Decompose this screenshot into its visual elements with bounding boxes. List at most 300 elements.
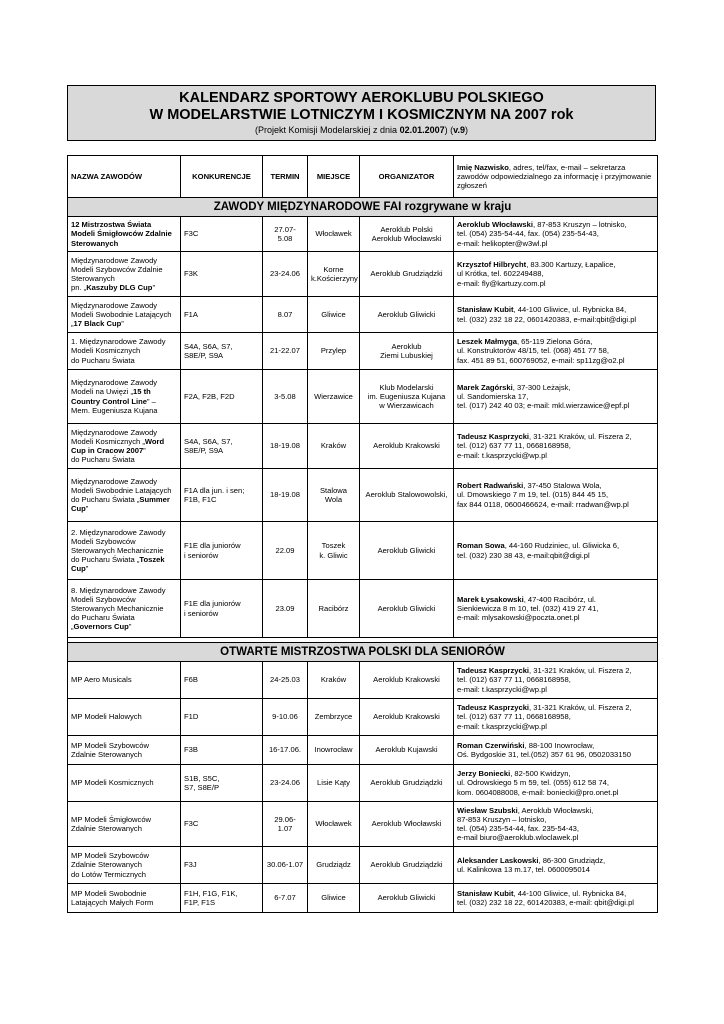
contact bbox=[454, 522, 658, 580]
competitions bbox=[181, 297, 263, 333]
name-pn-pre: pn. „ bbox=[71, 283, 87, 293]
contact-text: , 37-450 Stalowa Wola, bbox=[523, 481, 602, 491]
event-date bbox=[263, 252, 308, 297]
cell-line: Aeroklub Grudziądzki bbox=[370, 269, 443, 279]
event-date bbox=[263, 370, 308, 424]
cell-line: Gliwice bbox=[321, 893, 346, 903]
subtitle-mid: ) ( bbox=[444, 125, 454, 135]
cell-text: Cup bbox=[71, 564, 86, 574]
event-date bbox=[263, 297, 308, 333]
contact-text: , 37-300 Leżajsk, bbox=[512, 382, 571, 392]
contact-text: , 82-500 Kwidzyn, bbox=[510, 769, 571, 779]
competitions bbox=[181, 424, 263, 469]
contact-name: Tadeusz Kasprzycki bbox=[457, 432, 530, 442]
competitions bbox=[181, 252, 263, 297]
event-name bbox=[68, 333, 181, 370]
contact-text: , 44-100 Gliwice, ul. Rybnicka 84, bbox=[513, 305, 627, 315]
contact-name: Jerzy Boniecki bbox=[457, 769, 511, 779]
subtitle-version: v.9 bbox=[453, 125, 465, 135]
cell-line: F3J bbox=[184, 860, 197, 870]
cell-line: Korne bbox=[323, 264, 344, 274]
header-row bbox=[68, 156, 658, 198]
cell-line: Gliwice bbox=[321, 309, 346, 319]
contact-text: tel. (032) 230 38 43, e-mail:qbit@digi.pl bbox=[457, 550, 590, 560]
cell-line: Włocławek bbox=[315, 819, 352, 829]
event-place bbox=[308, 469, 360, 522]
cell-line: F1A dla jun. i sen; bbox=[184, 485, 245, 495]
cell-line: Modeli Śmigłowców Zdalnie bbox=[71, 229, 172, 239]
event-name bbox=[68, 802, 181, 847]
contact-text: tel. (032) 232 18 22, 601420383, e-mail: qbit@digi.pl bbox=[457, 898, 634, 907]
contact-text: , 65-119 Zielona Góra, bbox=[516, 337, 593, 347]
event-place bbox=[308, 217, 360, 252]
cell-line: do Lotów Termicznych bbox=[71, 869, 146, 879]
contact-name: Marek Łysakowski bbox=[457, 594, 524, 604]
cell-line: Aeroklub Grudziądzki bbox=[370, 860, 443, 870]
col-header-place: MIEJSCE bbox=[308, 156, 360, 198]
contact-text: ul. Sandomierska 17, bbox=[457, 391, 529, 401]
event-place bbox=[308, 297, 360, 333]
event-name bbox=[68, 469, 181, 522]
cell-line: Kraków bbox=[320, 441, 347, 451]
cell-line: 23-24.06 bbox=[270, 778, 300, 788]
organizer bbox=[360, 217, 454, 252]
event-place bbox=[308, 847, 360, 884]
cell-text: ” bbox=[143, 446, 146, 455]
contact bbox=[454, 765, 658, 802]
contact-name: Stanisław Kubit bbox=[457, 888, 514, 898]
cell-line: Zdalnie Sterowanych bbox=[71, 860, 142, 870]
cell-text: Word bbox=[144, 436, 165, 446]
contact bbox=[454, 252, 658, 297]
table-row bbox=[68, 217, 658, 252]
cell-line: 24-25.03 bbox=[270, 675, 300, 685]
contact-text: tel. (012) 637 77 11, 0668168958, bbox=[457, 675, 571, 685]
cell-text: ” bbox=[85, 564, 89, 574]
cell-text: Cup in Cracow 2007 bbox=[71, 446, 144, 455]
contact-name: Leszek Małmyga bbox=[457, 337, 517, 347]
cell-line: F2A, F2B, F2D bbox=[184, 391, 235, 401]
contact-text: tel. (054) 235-54-44, fax. (054) 235-54-43, bbox=[457, 229, 599, 239]
cell-text: Modeli Kosmicznych „ bbox=[71, 436, 145, 446]
cell-line: Aeroklub Włocławski bbox=[371, 819, 442, 829]
cell-line: Zdalnie Sterowanych bbox=[71, 750, 142, 759]
cell-line: Latających Małych Form bbox=[71, 898, 154, 907]
contact bbox=[454, 736, 658, 765]
table-row bbox=[68, 522, 658, 580]
event-date bbox=[263, 802, 308, 847]
competitions bbox=[181, 469, 263, 522]
cell-line: Ziemi Lubuskiej bbox=[380, 351, 433, 360]
contact bbox=[454, 297, 658, 333]
event-date bbox=[263, 847, 308, 884]
event-name bbox=[68, 765, 181, 802]
table-row bbox=[68, 699, 658, 736]
cell-line: i seniorów bbox=[184, 550, 219, 560]
cell-line: Grudziądz bbox=[316, 860, 351, 870]
cell-line: Przylep bbox=[320, 346, 347, 356]
cell-line: do Pucharu Świata bbox=[71, 355, 135, 365]
contact-text: , 87-853 Kruszyn – lotnisko, bbox=[532, 220, 627, 230]
cell-line: Aeroklub Krakowski bbox=[373, 441, 440, 451]
contact-text: fax. 451 89 51, 600769052, e-mail: sp11zg@o2.pl bbox=[457, 355, 625, 365]
cell-line: 22.09 bbox=[275, 545, 295, 555]
cell-line: Modeli Szybowców Zdalnie bbox=[71, 264, 163, 274]
table-row bbox=[68, 424, 658, 469]
cell-line: MP Modeli Kosmicznych bbox=[71, 778, 154, 788]
organizer bbox=[360, 522, 454, 580]
cell-line: Aeroklub Gliwicki bbox=[377, 545, 436, 555]
event-date bbox=[263, 522, 308, 580]
organizer bbox=[360, 765, 454, 802]
contact-text: e-mail: t.kasprzycki@wp.pl bbox=[457, 684, 547, 694]
contact bbox=[454, 802, 658, 847]
cell-line: S1B, S5C, bbox=[184, 773, 220, 783]
cell-line: Zdalnie Sterowanych bbox=[71, 824, 142, 833]
event-place bbox=[308, 580, 360, 638]
contact bbox=[454, 699, 658, 736]
event-name bbox=[68, 252, 181, 297]
cell-line: Międzynarodowe Zawody bbox=[71, 255, 158, 265]
event-date bbox=[263, 884, 308, 913]
event-place bbox=[308, 802, 360, 847]
subtitle-date: 02.01.2007 bbox=[399, 125, 445, 135]
cell-line: 12 Mistrzostwa Świata bbox=[71, 220, 152, 230]
table-row bbox=[68, 469, 658, 522]
cell-text: „ bbox=[71, 622, 74, 632]
table-row bbox=[68, 802, 658, 847]
table-row bbox=[68, 884, 658, 913]
event-name bbox=[68, 884, 181, 913]
cell-line: 23.09 bbox=[275, 603, 295, 613]
cell-line: 1.07 bbox=[277, 824, 293, 833]
event-place bbox=[308, 884, 360, 913]
event-name bbox=[68, 370, 181, 424]
contact-text: e-mail biuro@aeroklub.wloclawek.pl bbox=[457, 833, 579, 843]
table-row bbox=[68, 297, 658, 333]
contact-name: Tadeusz Kasprzycki bbox=[457, 703, 530, 713]
cell-line: MP Modeli Szybowców bbox=[71, 740, 149, 750]
cell-text: ” bbox=[128, 622, 132, 632]
competitions bbox=[181, 333, 263, 370]
cell-line: F1B, F1C bbox=[184, 495, 217, 504]
cell-line: F1E dla juniorów bbox=[184, 599, 241, 609]
cell-text: Governors Cup bbox=[73, 622, 129, 632]
cell-line: 29.06- bbox=[274, 814, 296, 824]
contact bbox=[454, 333, 658, 370]
competitions bbox=[181, 847, 263, 884]
cell-line: MP Modeli Szybowców bbox=[71, 851, 149, 861]
cell-line: Aeroklub Gliwicki bbox=[377, 603, 436, 613]
cell-line: S8E/P, S9A bbox=[184, 351, 224, 360]
contact-text: tel. (054) 235-54-44, fax. 235-54-43, bbox=[457, 824, 579, 833]
competitions bbox=[181, 662, 263, 699]
cell-line: Aeroklub Stalowowolski, bbox=[365, 490, 448, 500]
section-header-row bbox=[68, 198, 658, 217]
cell-line: F1A bbox=[184, 309, 198, 319]
cell-line: Sterowanych bbox=[71, 274, 115, 283]
event-date bbox=[263, 333, 308, 370]
cell-line: Kraków bbox=[320, 675, 347, 685]
cell-text: Międzynarodowe Zawody bbox=[71, 476, 158, 486]
cell-text: Sterowanych Mechanicznie bbox=[71, 603, 164, 613]
competitions bbox=[181, 765, 263, 802]
event-date bbox=[263, 736, 308, 765]
calendar-table bbox=[67, 155, 658, 913]
contact-name: Stanisław Kubit bbox=[457, 305, 514, 315]
col-header-date: TERMIN bbox=[263, 156, 308, 198]
cell-text: Międzynarodowe Zawody bbox=[71, 427, 158, 437]
cell-line: 18-19.08 bbox=[270, 490, 300, 500]
contact-name: Wiesław Szubski bbox=[457, 805, 518, 815]
cell-line: F1P, F1S bbox=[184, 898, 216, 907]
cell-line: Stalowa Wola bbox=[319, 485, 348, 504]
contact-name: Marek Zagórski bbox=[457, 382, 513, 392]
table-row bbox=[68, 580, 658, 638]
event-date bbox=[263, 217, 308, 252]
organizer bbox=[360, 580, 454, 638]
organizer bbox=[360, 424, 454, 469]
contact bbox=[454, 370, 658, 424]
contact-text: e-mail: t.kasprzycki@wp.pl bbox=[457, 450, 547, 460]
cell-text: Modeli Szybowców bbox=[71, 536, 136, 546]
contact-text: , 47-400 Racibórz, ul. bbox=[523, 594, 596, 604]
cell-line: 5.08 bbox=[277, 234, 293, 243]
contact-text: e-mail: mlysakowski@poczta.onet.pl bbox=[457, 613, 580, 623]
name-pn-post: ” bbox=[121, 319, 124, 329]
cell-line: MP Modeli Halowych bbox=[71, 712, 142, 722]
contact-header-bold: Imię Nazwisko bbox=[457, 162, 509, 172]
contact-name: Krzysztof Hilbrycht bbox=[457, 260, 527, 270]
cell-text: Cup bbox=[71, 504, 86, 514]
cell-text: Mem. Eugeniusza Kujana bbox=[71, 405, 158, 415]
competitions bbox=[181, 884, 263, 913]
name-pn-bold: 17 Black Cup bbox=[73, 319, 122, 329]
contact bbox=[454, 424, 658, 469]
cell-text: Toszek bbox=[139, 555, 165, 565]
cell-line: F3B bbox=[184, 745, 198, 755]
event-name bbox=[68, 699, 181, 736]
cell-line: F3C bbox=[184, 229, 199, 239]
organizer bbox=[360, 736, 454, 765]
contact-text: ul. Konstruktorów 48/15, tel. (068) 451 77 58, bbox=[457, 346, 609, 356]
contact-name: Roman Sowa bbox=[457, 541, 505, 551]
contact-text: Oś. Bydgoskie 31, tel.(052) 357 61 96, 0502033150 bbox=[457, 750, 631, 759]
cell-line: Aeroklub Polski bbox=[380, 224, 433, 234]
cell-line: k. Gliwic bbox=[319, 550, 348, 560]
contact-text: , 31-321 Kraków, ul. Fiszera 2, bbox=[529, 432, 632, 442]
organizer bbox=[360, 802, 454, 847]
event-name bbox=[68, 424, 181, 469]
calendar-body bbox=[68, 156, 658, 913]
contact-text: e-mail: t.kasprzycki@wp.pl bbox=[457, 721, 547, 731]
contact-text: , 83.300 Kartuzy, Łapalice, bbox=[526, 260, 616, 270]
cell-line: Międzynarodowe Zawody bbox=[71, 300, 158, 310]
cell-line: Aeroklub Gliwicki bbox=[377, 893, 436, 903]
contact-text: , 44-100 Gliwice, ul. Rybnicka 84, bbox=[513, 888, 627, 898]
contact-text: , 31-321 Kraków, ul. Fiszera 2, bbox=[529, 703, 632, 713]
contact bbox=[454, 469, 658, 522]
cell-line: 23-24.06 bbox=[270, 269, 300, 279]
contact-text: tel. (012) 637 77 11, 0668168958, bbox=[457, 712, 571, 722]
event-place bbox=[308, 736, 360, 765]
cell-line: S4A, S6A, S7, bbox=[184, 436, 233, 446]
organizer bbox=[360, 884, 454, 913]
cell-line: Aeroklub Kujawski bbox=[375, 745, 438, 755]
cell-text: 8. Międzynarodowe Zawody bbox=[71, 585, 166, 595]
cell-line: Racibórz bbox=[318, 603, 349, 613]
organizer bbox=[360, 469, 454, 522]
cell-text: Summer bbox=[139, 495, 170, 504]
event-place bbox=[308, 370, 360, 424]
cell-text: ” – bbox=[146, 396, 156, 406]
cell-line: MP Modeli Swobodnie bbox=[71, 888, 147, 898]
document-title-box bbox=[67, 85, 656, 141]
contact-text: kom. 0604088008, e-mail: boniecki@pro.onet.pl bbox=[457, 787, 619, 797]
event-date bbox=[263, 424, 308, 469]
contact-name: Robert Radwański bbox=[457, 481, 524, 491]
cell-line: MP Modeli Śmigłowców bbox=[71, 814, 152, 824]
cell-text: Country Control Line bbox=[71, 396, 147, 406]
contact-text: tel. (032) 232 18 22, 0601420383, e-mail:qbit@digi.pl bbox=[457, 314, 637, 324]
contact-text: ul Krótka, tel. 602249488, bbox=[457, 269, 544, 279]
cell-line: 21-22.07 bbox=[270, 346, 300, 356]
cell-text: 2. Międzynarodowe Zawody bbox=[71, 527, 166, 537]
cell-text: Modeli Swobodnie Latających bbox=[71, 485, 172, 495]
contact-text: ul. Dmowskiego 7 m 19, tel. (015) 844 45 15, bbox=[457, 490, 609, 500]
event-place bbox=[308, 333, 360, 370]
table-row bbox=[68, 847, 658, 884]
cell-text: ” bbox=[85, 504, 89, 514]
table-row bbox=[68, 736, 658, 765]
event-date bbox=[263, 662, 308, 699]
organizer bbox=[360, 252, 454, 297]
cell-line: 6-7.07 bbox=[274, 893, 296, 903]
event-name bbox=[68, 217, 181, 252]
cell-line: Toszek bbox=[321, 541, 346, 551]
cell-line: Aeroklub Krakowski bbox=[373, 675, 440, 685]
event-place bbox=[308, 252, 360, 297]
cell-text: do Pucharu Świata „ bbox=[71, 495, 140, 504]
cell-line: i seniorów bbox=[184, 608, 219, 618]
cell-line: Aeroklub Włocławski bbox=[371, 234, 442, 243]
cell-line: Włocławek bbox=[315, 229, 352, 239]
event-name bbox=[68, 580, 181, 638]
col-header-organizer: ORGANIZATOR bbox=[360, 156, 454, 198]
name-pn-bold: Kaszuby DLG Cup bbox=[86, 283, 153, 293]
cell-line: 1. Międzynarodowe Zawody bbox=[71, 337, 166, 347]
cell-line: F3C bbox=[184, 819, 199, 829]
table-row bbox=[68, 370, 658, 424]
event-date bbox=[263, 469, 308, 522]
contact-name: Roman Czerwiński bbox=[457, 740, 525, 750]
contact-text: tel. (017) 242 40 03; e-mail: mkl.wierzawice@epf.pl bbox=[457, 401, 630, 411]
table-row bbox=[68, 252, 658, 297]
contact-text: , Aeroklub Włocławski, bbox=[517, 805, 594, 815]
col-header-contact bbox=[454, 156, 658, 198]
cell-text: do Pucharu Świata „ bbox=[71, 555, 140, 565]
competitions bbox=[181, 217, 263, 252]
contact-text: , 88-100 Inowrocław, bbox=[524, 740, 595, 750]
cell-text: Modeli Szybowców bbox=[71, 594, 136, 604]
event-place bbox=[308, 765, 360, 802]
cell-line: Aeroklub bbox=[391, 341, 422, 351]
contact bbox=[454, 580, 658, 638]
contact-text: , 86-300 Grudziądz, bbox=[538, 855, 606, 865]
cell-text: Sterowanych Mechanicznie bbox=[71, 545, 164, 555]
table-row bbox=[68, 765, 658, 802]
cell-line: 18-19.08 bbox=[270, 441, 300, 451]
col-header-competitions: KONKURENCJE bbox=[181, 156, 263, 198]
subtitle-post: ) bbox=[464, 125, 468, 135]
event-place bbox=[308, 662, 360, 699]
title-line-1: KALENDARZ SPORTOWY AEROKLUBU POLSKIEGO bbox=[179, 90, 544, 106]
contact bbox=[454, 662, 658, 699]
subtitle-pre: (Projekt Komisji Modelarskiej z dnia bbox=[255, 125, 400, 135]
title-line-2: W MODELARSTWIE LOTNICZYM I KOSMICZNYM NA 2007 rok bbox=[149, 107, 574, 123]
contact-text: ul. Kalinkowa 13 m.17, tel. 0600095014 bbox=[457, 865, 590, 874]
cell-text: do Pucharu Świata bbox=[71, 455, 135, 465]
event-place bbox=[308, 424, 360, 469]
contact-text: , 31-321 Kraków, ul. Fiszera 2, bbox=[529, 666, 632, 676]
contact-text: , 44-160 Rudziniec, ul. Gliwicka 6, bbox=[504, 541, 620, 551]
cell-text: do Pucharu Świata bbox=[71, 613, 135, 623]
section-header-row bbox=[68, 643, 658, 662]
cell-line: F1H, F1G, F1K, bbox=[184, 888, 238, 898]
organizer bbox=[360, 297, 454, 333]
organizer bbox=[360, 333, 454, 370]
cell-line: F3K bbox=[184, 269, 198, 279]
event-date bbox=[263, 580, 308, 638]
organizer bbox=[360, 699, 454, 736]
contact-name: Aeroklub Włocławski bbox=[457, 220, 533, 230]
event-name bbox=[68, 522, 181, 580]
cell-line: Lisie Kąty bbox=[317, 778, 350, 788]
cell-line: Aeroklub Gliwicki bbox=[377, 309, 436, 319]
col-header-name: NAZWA ZAWODÓW bbox=[68, 156, 181, 198]
contact-text: e-mail: helikopter@w3wl.pl bbox=[457, 238, 548, 248]
contact-text: ul. Odrowskiego 5 m 59, tel. (055) 612 58 74, bbox=[457, 778, 609, 788]
cell-line: F1E dla juniorów bbox=[184, 541, 241, 551]
competitions bbox=[181, 736, 263, 765]
event-name bbox=[68, 297, 181, 333]
event-name bbox=[68, 662, 181, 699]
cell-line: F6B bbox=[184, 675, 198, 685]
event-place bbox=[308, 522, 360, 580]
event-date bbox=[263, 765, 308, 802]
cell-line: 16-17.06. bbox=[268, 745, 302, 755]
name-pn-pre: „ bbox=[71, 319, 74, 329]
event-date bbox=[263, 699, 308, 736]
competitions bbox=[181, 370, 263, 424]
cell-line: Aeroklub Krakowski bbox=[373, 712, 440, 722]
contact bbox=[454, 217, 658, 252]
cell-line: Wierzawice bbox=[314, 391, 353, 401]
competitions bbox=[181, 522, 263, 580]
cell-line: 9-10.06 bbox=[272, 712, 298, 722]
cell-line: 8.07 bbox=[277, 309, 293, 319]
contact-name: Aleksander Laskowski bbox=[457, 855, 539, 865]
cell-line: 3-5.08 bbox=[274, 391, 296, 401]
cell-text: Modeli na Uwięzi „ bbox=[71, 387, 134, 397]
cell-line: Międzynarodowe Zawody bbox=[71, 378, 158, 388]
section-title: ZAWODY MIĘDZYNARODOWE FAI rozgrywane w kraju bbox=[68, 198, 658, 217]
cell-line: Zembrzyce bbox=[314, 712, 353, 722]
subtitle bbox=[68, 124, 655, 136]
competitions bbox=[181, 699, 263, 736]
event-name bbox=[68, 847, 181, 884]
cell-line: S8E/P, S9A bbox=[184, 446, 224, 455]
